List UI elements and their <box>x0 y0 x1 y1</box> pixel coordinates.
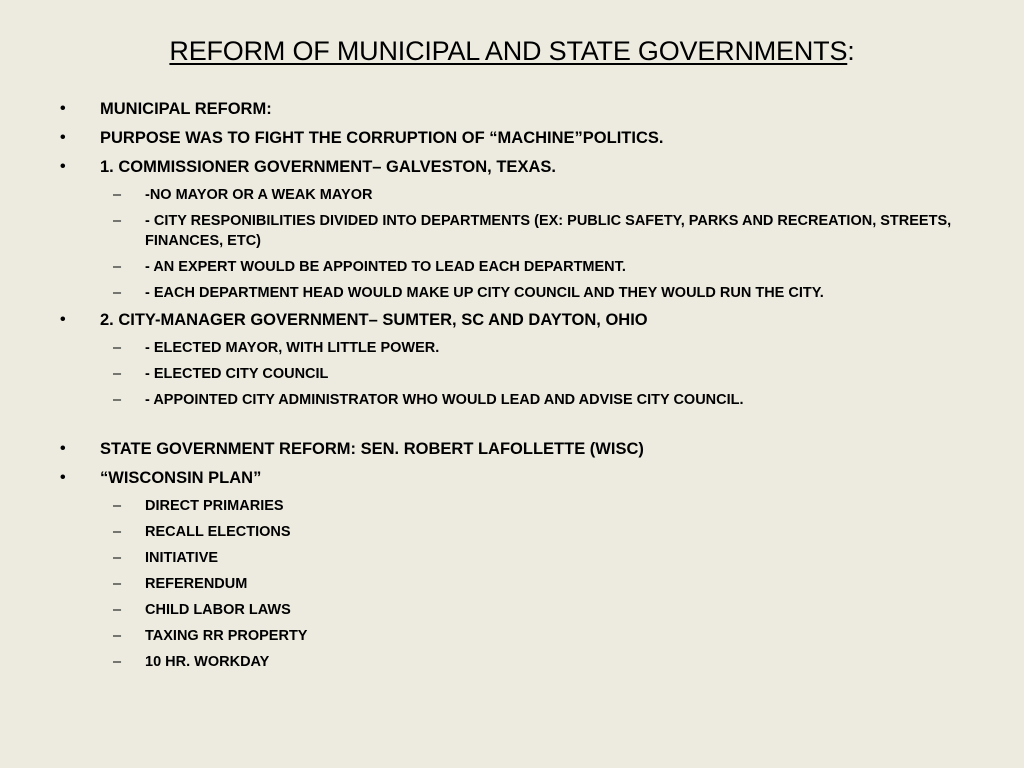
bullet-item <box>58 438 978 460</box>
sub-bullet-item <box>58 338 978 358</box>
item-text: - ELECTED CITY COUNCIL <box>145 366 329 382</box>
item-text: PURPOSE WAS TO FIGHT THE CORRUPTION OF “MACHINE”POLITICS. <box>100 129 664 147</box>
sub-bullet-item <box>58 211 978 251</box>
item-text: - EACH DEPARTMENT HEAD WOULD MAKE UP CITY COUNCIL AND THEY WOULD RUN THE CITY. <box>145 285 824 301</box>
sub-bullet-item <box>58 283 978 303</box>
bullet-item <box>58 98 978 120</box>
item-text: TAXING RR PROPERTY <box>145 628 308 644</box>
sub-bullet-item <box>58 600 978 620</box>
section-gap <box>58 416 978 438</box>
sub-bullet-item <box>58 548 978 568</box>
item-text: 10 HR. WORKDAY <box>145 654 270 670</box>
item-text: - APPOINTED CITY ADMINISTRATOR WHO WOULD LEAD AND ADVISE CITY COUNCIL. <box>145 392 744 408</box>
dash-icon: – <box>113 524 122 540</box>
item-text: REFERENDUM <box>145 576 248 592</box>
item-text: MUNICIPAL REFORM: <box>100 100 272 118</box>
slide-title <box>0 36 1024 67</box>
dash-icon: – <box>113 654 122 670</box>
item-text: CHILD LABOR LAWS <box>145 602 291 618</box>
sub-bullet-item <box>58 364 978 384</box>
bullet-icon: • <box>60 129 66 146</box>
item-text: “WISCONSIN PLAN” <box>100 469 262 487</box>
dash-icon: – <box>113 392 122 408</box>
slide-title-text: REFORM OF MUNICIPAL AND STATE GOVERNMENTS <box>169 36 848 66</box>
dash-icon: – <box>113 550 122 566</box>
dash-icon: – <box>113 498 122 514</box>
sub-bullet-item <box>58 522 978 542</box>
sub-bullet-item <box>58 185 978 205</box>
sub-bullet-item <box>58 652 978 672</box>
bullet-item <box>58 127 978 149</box>
dash-icon: – <box>113 366 122 382</box>
sub-bullet-item <box>58 496 978 516</box>
dash-icon: – <box>113 213 122 229</box>
dash-icon: – <box>113 285 122 301</box>
bullet-item <box>58 467 978 489</box>
item-text: -NO MAYOR OR A WEAK MAYOR <box>145 187 373 203</box>
item-text: DIRECT PRIMARIES <box>145 498 284 514</box>
dash-icon: – <box>113 602 122 618</box>
slide-title-colon: : <box>847 36 855 66</box>
bullet-icon: • <box>60 100 66 117</box>
sub-bullet-item <box>58 390 978 410</box>
item-text: RECALL ELECTIONS <box>145 524 291 540</box>
bullet-item <box>58 309 978 331</box>
sub-bullet-item <box>58 574 978 594</box>
dash-icon: – <box>113 187 122 203</box>
item-text: INITIATIVE <box>145 550 219 566</box>
sub-bullet-item <box>58 626 978 646</box>
bullet-icon: • <box>60 158 66 175</box>
dash-icon: – <box>113 340 122 356</box>
item-text: STATE GOVERNMENT REFORM: SEN. ROBERT LAFOLLETTE (WISC) <box>100 440 644 458</box>
dash-icon: – <box>113 628 122 644</box>
dash-icon: – <box>113 576 122 592</box>
slide-body <box>58 98 978 678</box>
item-text: 2. CITY-MANAGER GOVERNMENT– SUMTER, SC AND DAYTON, OHIO <box>100 311 648 329</box>
bullet-icon: • <box>60 311 66 328</box>
bullet-icon: • <box>60 440 66 457</box>
dash-icon: – <box>113 259 122 275</box>
item-text: - CITY RESPONIBILITIES DIVIDED INTO DEPARTMENTS (EX: PUBLIC SAFETY, PARKS AND RECREATION, STREETS, FINANCES, ETC) <box>145 213 952 249</box>
item-text: 1. COMMISSIONER GOVERNMENT– GALVESTON, TEXAS. <box>100 158 556 176</box>
item-text: - AN EXPERT WOULD BE APPOINTED TO LEAD EACH DEPARTMENT. <box>145 259 626 275</box>
item-text: - ELECTED MAYOR, WITH LITTLE POWER. <box>145 340 440 356</box>
bullet-icon: • <box>60 469 66 486</box>
bullet-item <box>58 156 978 178</box>
sub-bullet-item <box>58 257 978 277</box>
